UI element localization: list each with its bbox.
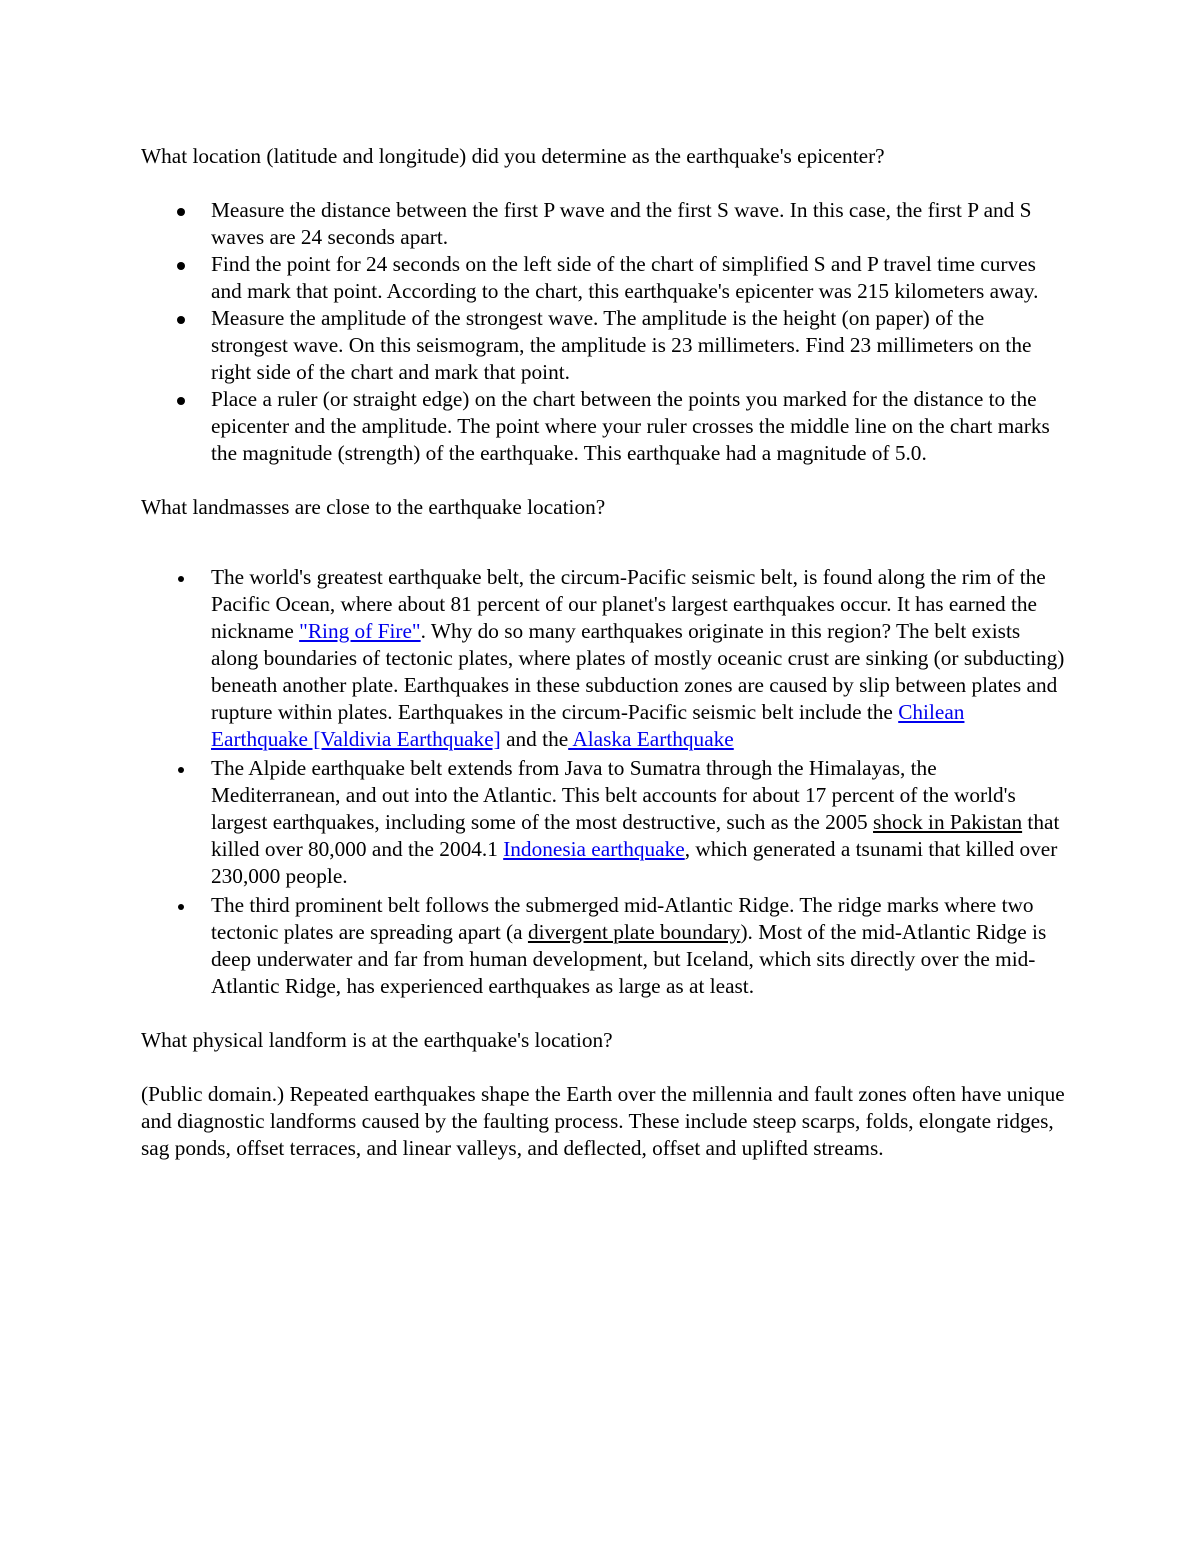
question-landform: What physical landform is at the earthquake's location? bbox=[141, 1028, 613, 1052]
list-item-alpide bbox=[141, 755, 1066, 890]
text: that killed over 80,000 and the 2004.1 bbox=[211, 810, 1060, 861]
landmasses-list bbox=[141, 564, 1066, 1000]
list-item: Find the point for 24 seconds on the left side of the chart of simplified S and P travel time curves and mark that point. According to the chart, this earthquake's epicenter was 215 kilometers away. bbox=[141, 251, 1066, 305]
ring-of-fire-link[interactable]: "Ring of Fire" bbox=[299, 619, 421, 643]
text: , which generated a tsunami that killed over 230,000 people. bbox=[211, 837, 1058, 888]
question-landmasses: What landmasses are close to the earthquake location? bbox=[141, 495, 606, 519]
pakistan-shock-underlined: shock in Pakistan bbox=[873, 810, 1023, 834]
question-epicenter: What location (latitude and longitude) did you determine as the earthquake's epicenter? bbox=[141, 144, 885, 168]
divergent-boundary-underlined: divergent plate boundary bbox=[527, 920, 741, 944]
list-item: Place a ruler (or straight edge) on the chart between the points you marked for the distance to the epicenter and the amplitude. The point where your ruler crosses the middle line on the chart marks the magnitude (strength) of the earthquake. This earthquake had a magnitude of 5.0. bbox=[141, 386, 1066, 467]
list-item: Measure the distance between the first P wave and the first S wave. In this case, the first P and S waves are 24 seconds apart. bbox=[141, 197, 1066, 251]
text: . Why do so many earthquakes originate in this region? The belt exists along boundaries of tectonic plates, where plates of mostly oceanic crust are sinking (or subducting) beneath another plate. Earthquakes in these subduction zones are caused by slip between plates and rupture within plates. Earthquakes in the circum-Pacific seismic belt include the bbox=[211, 619, 1065, 724]
text: The Alpide earthquake belt extends from Java to Sumatra through the Himalayas, the Mediterranean, and out into the Atlantic. This belt accounts for about 17 percent of the world's largest earthquakes, including some of the most destructive, such as the 2005 bbox=[211, 756, 1016, 834]
text: and the bbox=[500, 727, 569, 751]
chilean-earthquake-link[interactable]: Chilean Earthquake [Valdivia Earthquake] bbox=[211, 700, 965, 751]
text: The world's greatest earthquake belt, the circum-Pacific seismic belt, is found along the rim of the Pacific Ocean, where about 81 percent of our planet's largest earthquakes occur. It has earned the nickname bbox=[211, 565, 1046, 643]
alaska-earthquake-link[interactable]: Alaska Earthquake bbox=[568, 727, 734, 751]
landform-answer: (Public domain.) Repeated earthquakes shape the Earth over the millennia and fault zones often have unique and diagnostic landforms caused by the faulting process. These include steep scarps, folds, elongate ridges, sag ponds, offset terraces, and linear valleys, and deflected, offset and uplifted streams. bbox=[141, 1082, 1065, 1160]
document-page bbox=[141, 143, 1066, 1162]
list-item-circum-pacific bbox=[141, 564, 1066, 753]
list-item: Measure the amplitude of the strongest wave. The amplitude is the height (on paper) of the strongest wave. On this seismogram, the amplitude is 23 millimeters. Find 23 millimeters on the right side of the chart and mark that point. bbox=[141, 305, 1066, 386]
text: ). Most of the mid-Atlantic Ridge is deep underwater and far from human development, but Iceland, which sits directly over the mid-Atlantic Ridge, has experienced earthquakes as large as at least. bbox=[211, 920, 1047, 998]
epicenter-steps-list bbox=[141, 197, 1066, 467]
list-item-mid-atlantic bbox=[141, 892, 1066, 1000]
indonesia-earthquake-link[interactable]: Indonesia earthquake bbox=[503, 837, 685, 861]
text: The third prominent belt follows the submerged mid-Atlantic Ridge. The ridge marks where two tectonic plates are spreading apart (a bbox=[211, 893, 1034, 944]
